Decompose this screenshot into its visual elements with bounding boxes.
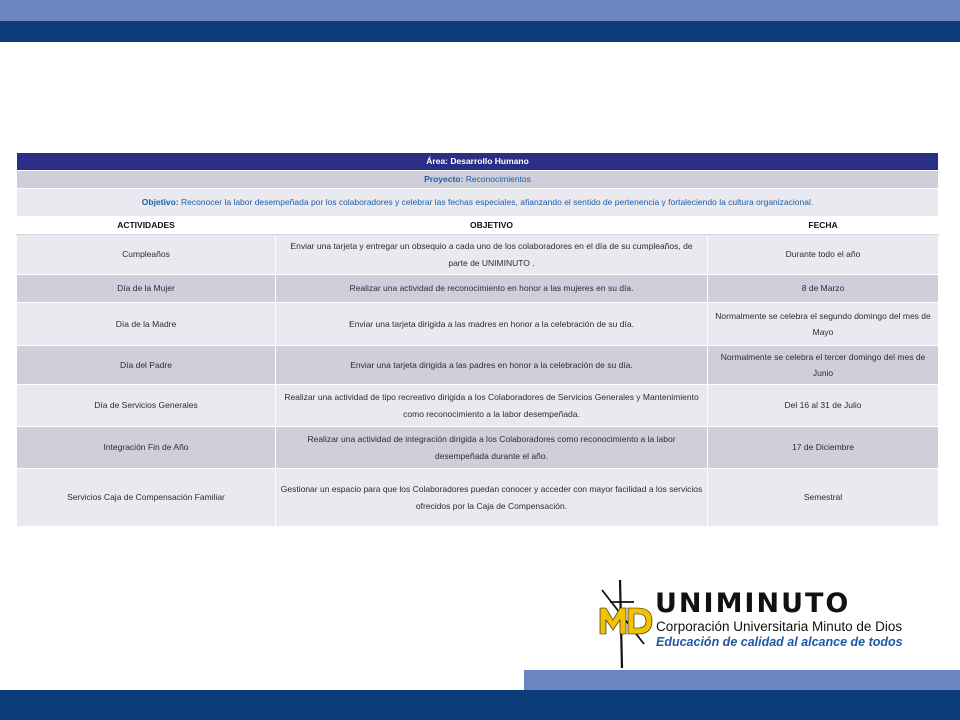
objetivo-cell: Gestionar un espacio para que los Colaboradores puedan conocer y acceder con mayor facilidad a los servicios ofrecidos por la Caja de Compensación. (276, 469, 708, 527)
objetivo-value: Reconocer la labor desempeñada por los colaboradores y celebrar las fechas especiales, afianzando el sentido de pertenencia y fortaleciendo la cultura organizacional. (178, 196, 814, 207)
table-row (17, 427, 939, 469)
top-band-dark (0, 21, 960, 42)
area-row (17, 153, 939, 171)
fecha-cell: Normalmente se celebra el segundo domingo del mes de Mayo (708, 303, 939, 346)
column-header-row (17, 217, 939, 235)
table-row (17, 275, 939, 303)
objetivo-cell: Enviar una tarjeta dirigida a las madres en honor a la celebración de su día. (276, 303, 708, 346)
proyecto-label: Proyecto: (424, 173, 464, 184)
actividad-cell: Día de la Madre (17, 303, 276, 346)
table-row (17, 385, 939, 427)
fecha-cell: 8 de Marzo (708, 275, 939, 303)
fecha-cell: Semestral (708, 469, 939, 527)
md-monogram-icon (596, 580, 658, 670)
bottom-band-light (524, 670, 960, 690)
objetivo-cell (17, 189, 939, 217)
actividad-cell: Día del Padre (17, 346, 276, 385)
objetivo-cell: Enviar una tarjeta dirigida a las padres en honor a la celebración de su día. (276, 346, 708, 385)
proyecto-cell (17, 171, 939, 189)
objetivo-cell: Realizar una actividad de reconocimiento en honor a las mujeres en su día. (276, 275, 708, 303)
area-title: Área: Desarrollo Humano (17, 153, 939, 171)
proyecto-row (17, 171, 939, 189)
actividad-cell: Cumpleaños (17, 235, 276, 275)
table-row (17, 346, 939, 385)
header-actividades: ACTIVIDADES (17, 217, 276, 235)
actividad-cell: Integración Fin de Año (17, 427, 276, 469)
logo-name: UNIMINUTO (655, 588, 851, 619)
logo-subtitle: Corporación Universitaria Minuto de Dios (656, 619, 903, 634)
actividad-cell: Servicios Caja de Compensación Familiar (17, 469, 276, 527)
header-fecha: FECHA (708, 217, 939, 235)
top-band-light (0, 0, 960, 21)
actividad-cell: Día de la Mujer (17, 275, 276, 303)
objetivo-cell: Realizar una actividad de tipo recreativo dirigida a los Colaboradores de Servicios Generales y Mantenimiento como reconocimiento a la labor desempeñada. (276, 385, 708, 427)
logo-tagline: Educación de calidad al alcance de todos (656, 635, 903, 649)
actividad-cell: Día de Servicios Generales (17, 385, 276, 427)
objetivo-row (17, 189, 939, 217)
fecha-cell: 17 de Diciembre (708, 427, 939, 469)
activities-table (16, 152, 939, 527)
objetivo-label: Objetivo: (141, 196, 179, 207)
table-row (17, 469, 939, 527)
bottom-band-dark (0, 690, 960, 720)
table-row (17, 303, 939, 346)
objetivo-cell: Enviar una tarjeta y entregar un obsequio a cada uno de los colaboradores en el día de su cumpleaños, de parte de UNIMINUTO . (276, 235, 708, 275)
activities-table-container (16, 152, 938, 527)
table-row (17, 235, 939, 275)
proyecto-value: Reconocimientos (463, 173, 531, 184)
uniminuto-logo (596, 580, 926, 670)
fecha-cell: Normalmente se celebra el tercer domingo del mes de Junio (708, 346, 939, 385)
header-objetivo: OBJETIVO (276, 217, 708, 235)
fecha-cell: Del 16 al 31 de Julio (708, 385, 939, 427)
fecha-cell: Durante todo el año (708, 235, 939, 275)
objetivo-cell: Realizar una actividad de integración dirigida a los Colaboradores como reconocimiento a la labor desempeñada durante el año. (276, 427, 708, 469)
